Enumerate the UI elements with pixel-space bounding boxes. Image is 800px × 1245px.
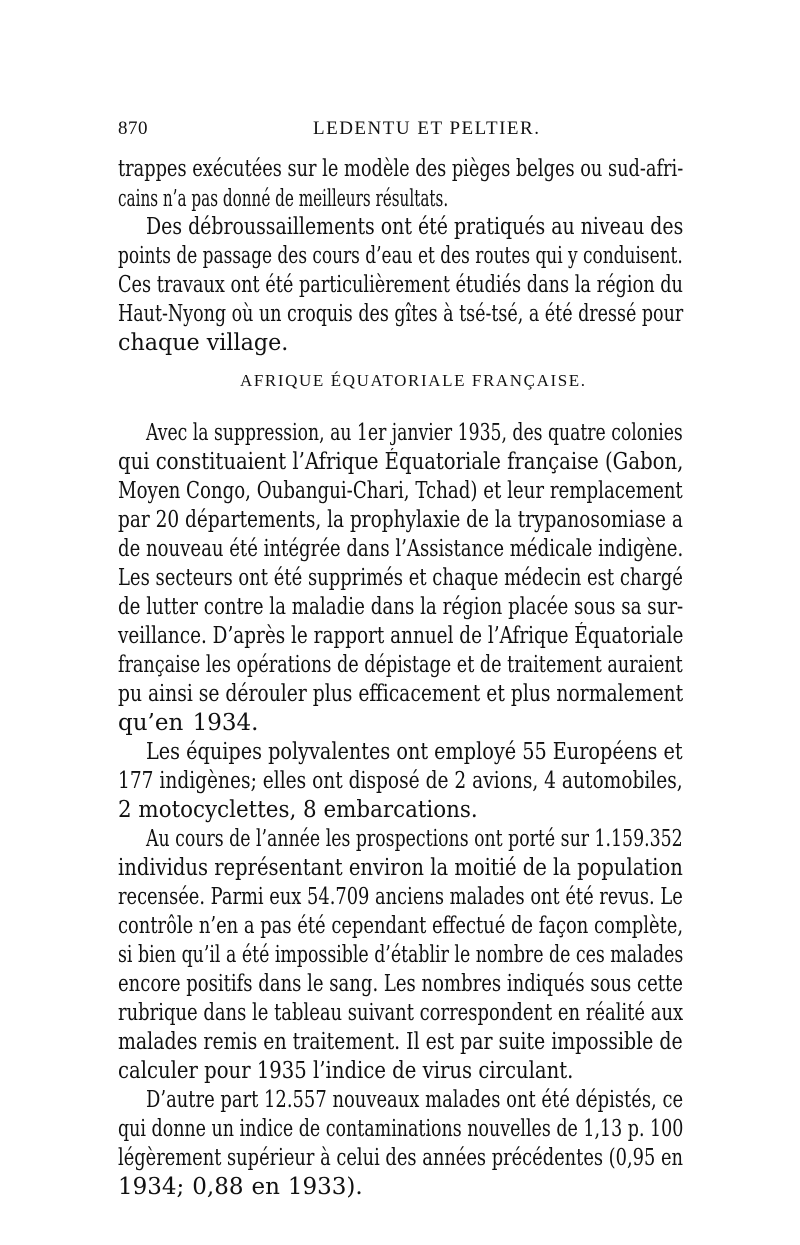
text-line: veillance. D’après le rapport annuel de l’Afrique Équatoriale	[118, 623, 684, 649]
text-line: calculer pour 1935 l’indice de virus circulant.	[118, 1058, 574, 1084]
text-line: Les équipes polyvalentes ont employé 55 Européens et	[146, 739, 683, 765]
text-line: malades remis en traitement. Il est par suite impossible de	[118, 1029, 683, 1055]
text-line: si bien qu’il a été impossible d’établir le nombre de ces malades	[118, 942, 684, 968]
text-line: individus représentant environ la moitié de la population	[118, 855, 683, 881]
text-line: 177 indigènes; elles ont disposé de 2 avions, 4 automobiles,	[118, 768, 683, 794]
text-line: chaque village.	[118, 330, 289, 356]
page-header	[118, 118, 688, 148]
text-line: Moyen Congo, Oubangui-Chari, Tchad) et leur remplacement	[118, 478, 683, 504]
text-line: recensée. Parmi eux 54.709 anciens malades ont été revus. Le	[118, 884, 683, 910]
text-line: cains n’a pas donné de meilleurs résultats.	[118, 186, 449, 212]
text-line: Avec la suppression, au 1er janvier 1935, des quatre colonies	[146, 420, 683, 446]
text-line: trappes exécutées sur le modèle des pièges belges ou sud-afri-	[118, 156, 684, 182]
text-line: 1934; 0,88 en 1933).	[118, 1174, 363, 1200]
text-line: française les opérations de dépistage et de traitement auraient	[118, 652, 683, 678]
text-line: Haut-Nyong où un croquis des gîtes à tsé-tsé, a été dressé pour	[118, 301, 684, 327]
text-line: légèrement supérieur à celui des années précédentes (0,95 en	[118, 1145, 684, 1171]
text-line: qui constituaient l’Afrique Équatoriale française (Gabon,	[118, 449, 684, 475]
text-line: de lutter contre la maladie dans la région placée sous sa sur-	[118, 594, 684, 620]
text-line: Des débroussaillements ont été pratiqués au niveau des	[146, 214, 684, 240]
page-number: 870	[118, 118, 148, 139]
text-line: par 20 départements, la prophylaxie de la trypanosomiase a	[118, 507, 683, 533]
text-line: Les secteurs ont été supprimés et chaque médecin est chargé	[118, 565, 683, 591]
text-line: encore positifs dans le sang. Les nombres indiqués sous cette	[118, 971, 683, 997]
section-title: AFRIQUE ÉQUATORIALE FRANÇAISE.	[240, 371, 587, 390]
text-line: points de passage des cours d’eau et des routes qui y conduisent.	[118, 243, 683, 269]
text-line: Ces travaux ont été particulièrement étudiés dans la région du	[118, 272, 683, 298]
text-line: D’autre part 12.557 nouveaux malades ont été dépistés, ce	[146, 1087, 684, 1113]
text-line: contrôle n’en a pas été cependant effectué de façon complète,	[118, 913, 684, 939]
text-line: Au cours de l’année les prospections ont porté sur 1.159.352	[146, 826, 683, 852]
text-line: 2 motocyclettes, 8 embarcations.	[118, 797, 478, 823]
text-line: de nouveau été intégrée dans l’Assistance médicale indigène.	[118, 536, 684, 562]
text-line: rubrique dans le tableau suivant correspondent en réalité aux	[118, 1000, 684, 1026]
running-head: LEDENTU ET PELTIER.	[313, 118, 541, 139]
text-line: pu ainsi se dérouler plus efficacement et plus normalement	[118, 681, 684, 707]
text-line: qui donne un indice de contaminations nouvelles de 1,13 p. 100	[118, 1116, 684, 1142]
text-line: qu’en 1934.	[118, 710, 259, 736]
